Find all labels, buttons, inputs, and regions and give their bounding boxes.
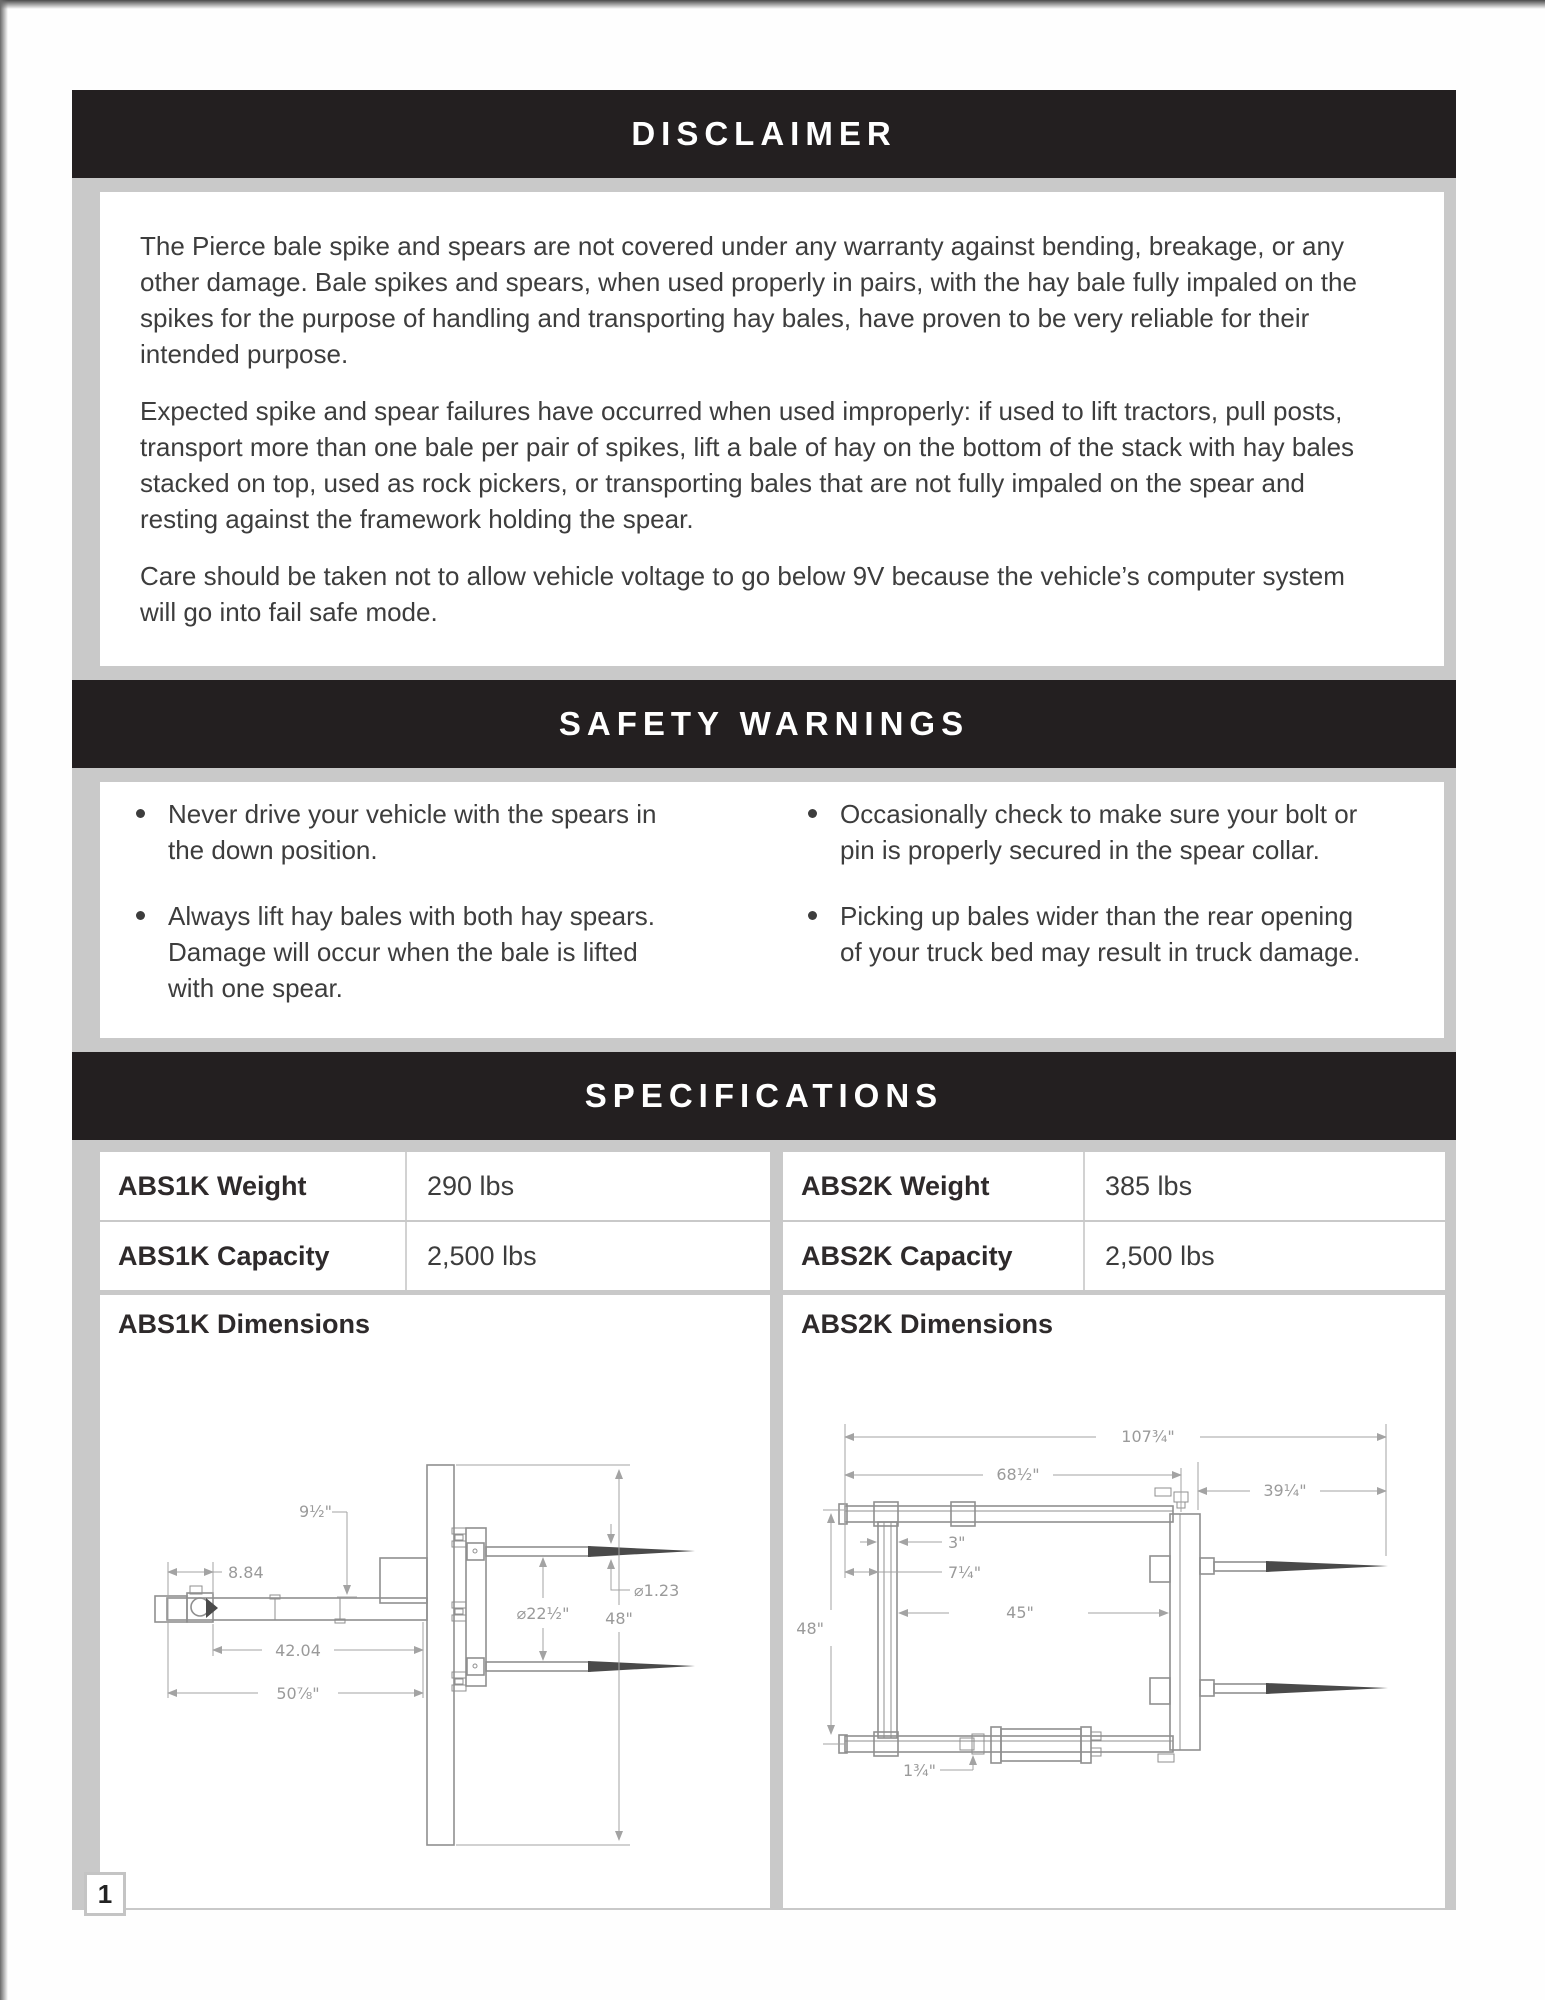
- bullet-line: Damage will occur when the bale is lifted: [168, 937, 638, 967]
- dim-label-68-5: 68½": [996, 1465, 1040, 1484]
- bullet-line: Always lift hay bales with both hay spears.: [168, 901, 656, 931]
- dim-label-9-5: 9½": [298, 1502, 332, 1521]
- safety-header-bar: [72, 680, 1456, 768]
- bullet-line: the down position.: [168, 835, 378, 865]
- dim-label-48: 48": [605, 1609, 633, 1628]
- paragraph-line: The Pierce bale spike and spears are not covered under any warranty against bending, breakage, or any: [140, 231, 1344, 261]
- dim-label-dia-1-23: ⌀1.23: [634, 1581, 680, 1600]
- page-number-badge: [84, 1872, 126, 1916]
- specifications-title: SPECIFICATIONS: [584, 1077, 944, 1114]
- safety-title: SAFETY WARNINGS: [558, 705, 970, 742]
- spec-label: ABS2K Weight: [783, 1152, 1085, 1220]
- bullet-dot: [136, 809, 145, 818]
- table-row: [100, 1152, 770, 1222]
- paragraph-line: Care should be taken not to allow vehicle voltage to go below 9V because the vehicle’s computer system: [140, 561, 1345, 591]
- spec-value: 385 lbs: [1105, 1170, 1193, 1201]
- paragraph-line: resting against the framework holding the spear.: [140, 504, 694, 534]
- scan-edge-top: [0, 0, 1545, 9]
- spec-value: 2,500 lbs: [1105, 1240, 1215, 1271]
- disclaimer-title: DISCLAIMER: [631, 115, 897, 152]
- paragraph-line: will go into fail safe mode.: [140, 597, 438, 627]
- bullet-dot: [808, 809, 817, 818]
- page-number: 1: [97, 1878, 113, 1909]
- dim-label-50-7-8: 50⅞": [276, 1684, 320, 1703]
- dim-label-107-75: 107¾": [1121, 1427, 1175, 1446]
- disclaimer-header-bar: [72, 90, 1456, 178]
- scan-edge-left: [0, 0, 8, 2000]
- table-row: [783, 1222, 1445, 1290]
- disclaimer-paragraph: [140, 393, 1424, 537]
- paragraph-line: stacked on top, used as rock pickers, or transporting bales that are not fully impaled on the spear and: [140, 468, 1305, 498]
- abs2k-dimensions-heading: ABS2K Dimensions: [801, 1309, 1054, 1339]
- spec-table-abs2k: [783, 1152, 1445, 1290]
- abs2k-dimension-drawing: [788, 1412, 1444, 1788]
- dim-label-dia-22-5: ⌀22½": [516, 1604, 570, 1623]
- dim-label-45: 45": [1006, 1603, 1034, 1622]
- dim-label-42-04: 42.04: [275, 1641, 321, 1660]
- spec-value: 2,500 lbs: [427, 1240, 537, 1271]
- dim-label-39-25: 39¼": [1263, 1481, 1307, 1500]
- disclaimer-paragraph: [140, 558, 1424, 630]
- bullet-dot: [808, 911, 817, 920]
- table-row: [783, 1152, 1445, 1222]
- bullet-line: Never drive your vehicle with the spears in: [168, 799, 657, 829]
- spec-label: ABS1K Capacity: [100, 1222, 407, 1290]
- abs1k-dimension-drawing: [130, 1440, 730, 1860]
- bullet-line: of your truck bed may result in truck damage.: [840, 937, 1361, 967]
- dim-label-1-75: 1¾": [902, 1761, 936, 1780]
- safety-bullet: [808, 898, 1360, 970]
- table-row: [100, 1222, 770, 1290]
- paragraph-line: Expected spike and spear failures have occurred when used improperly: if used to lift tractors, pull posts,: [140, 396, 1343, 426]
- dim-label-3: 3": [948, 1533, 966, 1552]
- spec-label: ABS1K Weight: [100, 1152, 407, 1220]
- bullet-line: Occasionally check to make sure your bolt or: [840, 799, 1358, 829]
- disclaimer-panel: [100, 192, 1444, 666]
- paragraph-line: other damage. Bale spikes and spears, when used properly in pairs, with the hay bale fully impaled on the: [140, 267, 1357, 297]
- specifications-header-bar: [72, 1052, 1456, 1140]
- safety-bullet: [808, 796, 1357, 868]
- disclaimer-paragraph: [140, 228, 1424, 372]
- dim-label-48: 48": [796, 1619, 824, 1638]
- spec-table-abs1k: [100, 1152, 770, 1290]
- paragraph-line: spikes for the purpose of handling and transporting hay bales, have proven to be very reliable for their: [140, 303, 1310, 333]
- paragraph-line: intended purpose.: [140, 339, 349, 369]
- bullet-line: Picking up bales wider than the rear opening: [840, 901, 1354, 931]
- paragraph-line: transport more than one bale per pair of spikes, lift a bale of hay on the bottom of the stack with hay bales: [140, 432, 1355, 462]
- bullet-dot: [136, 911, 145, 920]
- safety-panel: [100, 782, 1444, 1038]
- bullet-line: pin is properly secured in the spear collar.: [840, 835, 1320, 865]
- dim-label-8-84: 8.84: [228, 1563, 264, 1582]
- spec-value: 290 lbs: [427, 1170, 515, 1201]
- dim-label-7-25: 7¼": [948, 1563, 982, 1582]
- safety-bullet: [136, 796, 656, 868]
- abs1k-dimensions-heading: ABS1K Dimensions: [118, 1309, 371, 1339]
- spec-label: ABS2K Capacity: [783, 1222, 1085, 1290]
- bullet-line: with one spear.: [168, 973, 343, 1003]
- safety-bullet: [136, 898, 655, 1006]
